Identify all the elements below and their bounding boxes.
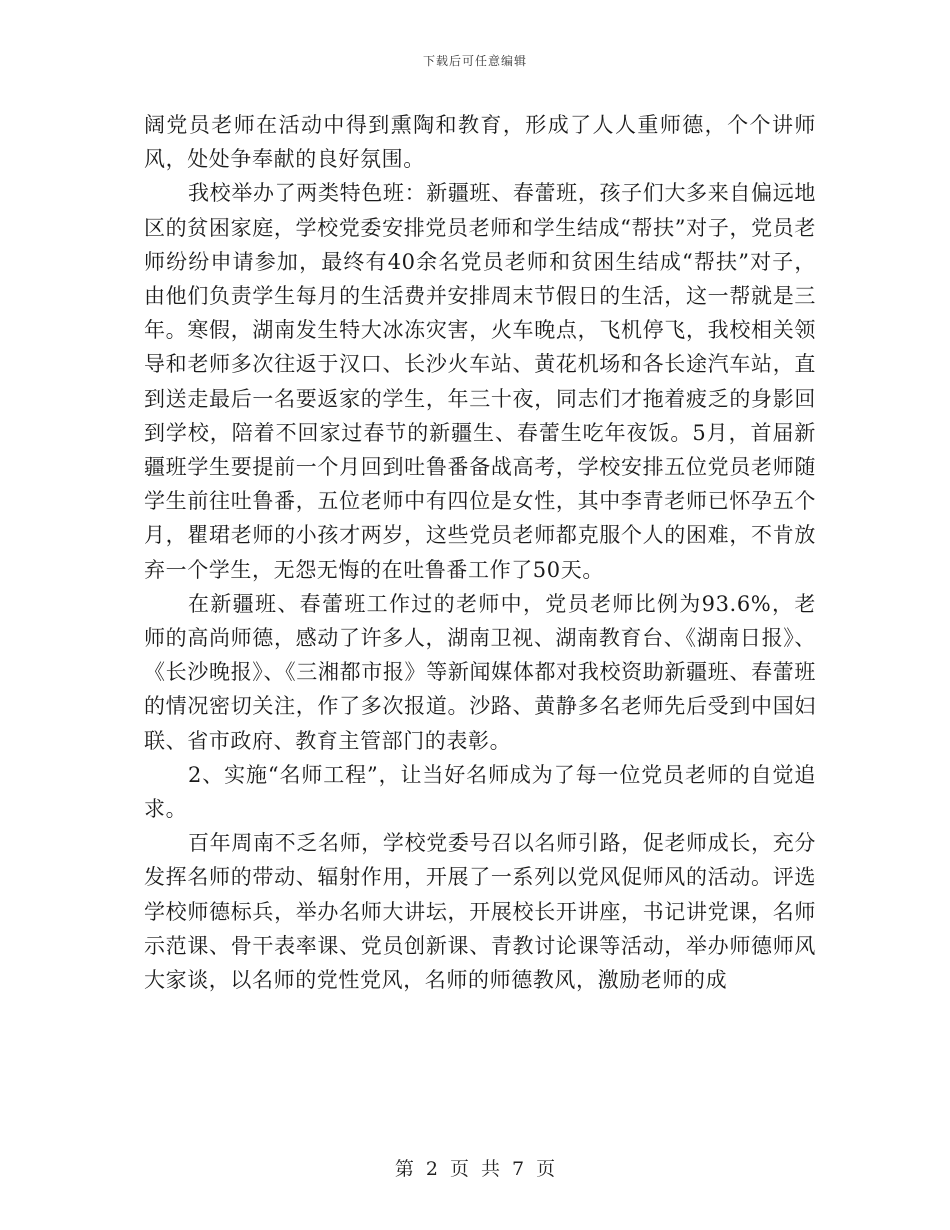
document-body [144,108,816,997]
paragraph-4: 2、实施“名师工程”，让当好名师成为了每一位党员老师的自觉追求。 [144,762,816,822]
page-header: 下载后可任意编辑 [422,54,527,68]
paragraph-2: 我校举办了两类特色班：新疆班、春蕾班，孩子们大多来自偏远地区的贫困家庭，学校党委安排党员老师和学生结成“帮扶”对子，党员老师纷纷申请参加，最终有40余名党员老师和贫困生结成“帮扶”对子，由他们负责学生每月的生活费并安排周末节假日的生活，这一帮就是三年。寒假，湖南发生特大冰冻灾害，火车晚点，飞机停飞，我校相关领导和老师多次往返于汉口、长沙火车站、黄花机场和各长途汽车站，直到送走最后一名要返家的学生，年三十夜，同志们才拖着疲乏的身影回到学校，陪着不回家过春节的新疆生、春蕾生吃年夜饭。5月，首届新疆班学生要提前一个月回到吐鲁番备战高考，学校安排五位党员老师随学生前往吐鲁番，五位老师中有四位是女性，其中李青老师已怀孕五个月，瞿珺老师的小孩才两岁，这些党员老师都克服个人的困难，不肯放弃一个学生，无怨无悔的在吐鲁番工作了50天。 [144,181,816,582]
paragraph-5: 百年周南不乏名师，学校党委号召以名师引路，促老师成长，充分发挥名师的带动、辐射作用，开展了一系列以党风促师风的活动。评选学校师德标兵，举办名师大讲坛，开展校长开讲座，书记讲党课，名师示范课、骨干表率课、党员创新课、青教讨论课等活动，举办师德师风大家谈，以名师的党性党风，名师的师德教风，激励老师的成 [144,831,816,993]
paragraph-3: 在新疆班、春蕾班工作过的老师中，党员老师比例为93.6%，老师的高尚师德，感动了许多人，湖南卫视、湖南教育台、《湖南日报》、《长沙晚报》、《三湘都市报》等新闻媒体都对我校资助新疆班、春蕾班的情况密切关注，作了多次报道。沙路、黄静多名老师先后受到中国妇联、省市政府、教育主管部门的表彰。 [144,591,816,753]
page-number: 第 2 页 共 7 页 [394,1158,556,1180]
paragraph-1: 阔党员老师在活动中得到熏陶和教育，形成了人人重师德，个个讲师风，处处争奉献的良好氛围。 [144,113,816,172]
